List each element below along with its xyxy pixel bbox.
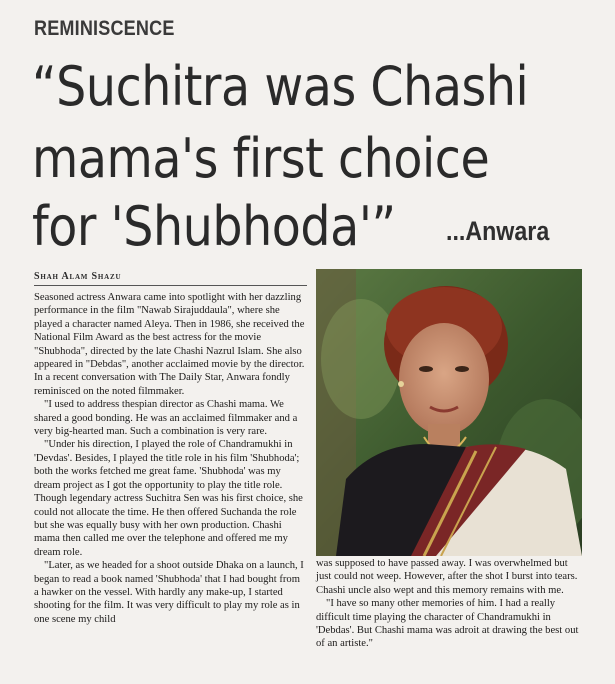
headline-line-2: mama's first choice	[32, 127, 490, 190]
article-paragraph: was supposed to have passed away. I was overwhelmed but just could not weep. However, after the shot I burst into tears. Chashi uncle also wept and this memory remains with me.	[316, 558, 578, 596]
article-paragraph: "Under his direction, I played the role of Chandramukhi in 'Devdas'. Besides, I played the title role in his film 'Shubhoda'; both the works fetched me great fame. 'Shubhoda' was my dream project as I got the opportunity to play the title role. Though legendary actress Suchitra Sen was his first choice, she could not allocate the time. He then offered Suchanda the role but she was equally busy with her own production. Chashi mama then called me over the telephone and offered me my dream role.	[34, 439, 303, 558]
article-body-right-column	[316, 557, 582, 651]
headline-line-3: for 'Shubhoda'”	[32, 195, 396, 258]
article-paragraph: Seasoned actress Anwara came into spotlight with her dazzling performance in the film "Nawab Sirajuddaula", where she played a character named Aleya. Then in 1986, she received the National Film Award as the best actress for the movie "Shubhoda", directed by the late Chashi Nazrul Islam. She also appeared in "Debdas", another acclaimed movie by the director. In a recent conversation with The Daily Star, Anwara fondly reminisced on the noted filmmaker.	[34, 292, 305, 397]
portrait-photo	[316, 269, 582, 556]
article-paragraph: "I used to address thespian director as Chashi mama. We shared a good bonding. He was an acclaimed filmmaker and a very big-hearted man. Such a combination is very rare.	[34, 399, 298, 438]
byline: Shah Alam Shazu	[34, 271, 122, 282]
article-body-left-column	[34, 291, 307, 626]
byline-divider	[34, 285, 307, 286]
article-paragraph: "I have so many other memories of him. I had a really difficult time playing the character of Chandramukhi in 'Debdas'. But Chashi mama was adroit at drawing the best out of an artiste."	[316, 598, 579, 650]
section-label: REMINISCENCE	[34, 17, 175, 40]
headline-attribution: ...Anwara	[446, 216, 550, 246]
headline-line-1: “Suchitra was Chashi	[32, 55, 529, 118]
article-paragraph: "Later, as we headed for a shoot outside Dhaka on a launch, I began to read a book named 'Shubhoda' that I had bought from a hawker on the vessel. With hardly any make-up, I started shooting for the film. It was very difficult to play my role as in one scene my child	[34, 560, 304, 625]
